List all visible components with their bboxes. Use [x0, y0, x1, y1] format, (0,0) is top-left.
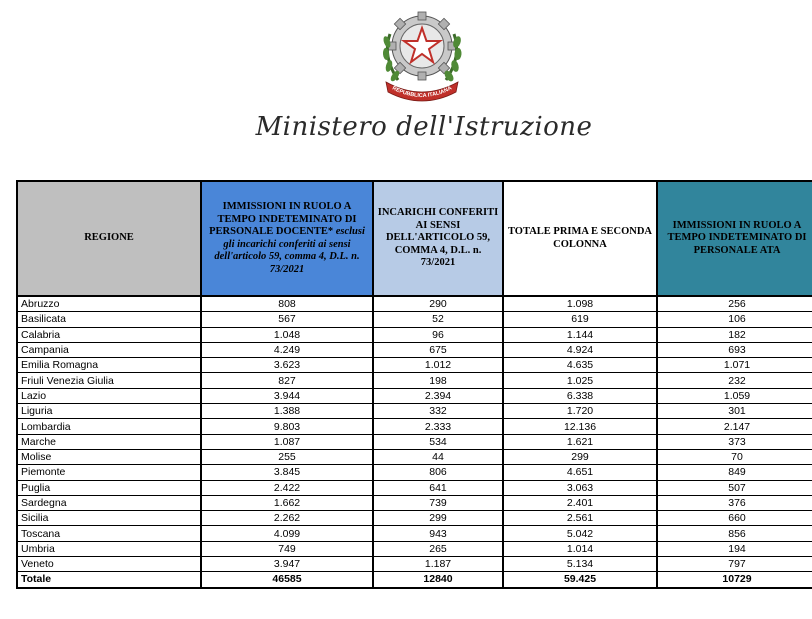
table-row	[17, 342, 812, 357]
table-row	[17, 404, 812, 419]
cell-docenti: 1.388	[201, 404, 373, 419]
emblem-italian-republic-icon	[376, 4, 468, 104]
table-row	[17, 480, 812, 495]
cell-ata: 194	[657, 541, 812, 556]
cell-incarichi: 265	[373, 541, 503, 556]
cell-regione: Liguria	[17, 404, 201, 419]
table-row	[17, 296, 812, 312]
cell-ata: 660	[657, 511, 812, 526]
cell-totale: 1.621	[503, 434, 657, 449]
cell-regione: Puglia	[17, 480, 201, 495]
cell-ata: 1.059	[657, 388, 812, 403]
cell-totale: 5.042	[503, 526, 657, 541]
cell-regione: Molise	[17, 449, 201, 464]
cell-incarichi: 198	[373, 373, 503, 388]
cell-ata: 301	[657, 404, 812, 419]
cell-regione: Basilicata	[17, 312, 201, 327]
cell-incarichi: 641	[373, 480, 503, 495]
cell-ata: 2.147	[657, 419, 812, 434]
cell-totale: 4.635	[503, 358, 657, 373]
cell-docenti: 3.845	[201, 465, 373, 480]
cell-ata: 849	[657, 465, 812, 480]
cell-regione: Campania	[17, 342, 201, 357]
cell-docenti: 4.249	[201, 342, 373, 357]
table-row	[17, 557, 812, 572]
cell-incarichi: 332	[373, 404, 503, 419]
header-totale: TOTALE PRIMA E SECONDA COLONNA	[503, 181, 657, 296]
cell-regione: Abruzzo	[17, 296, 201, 312]
cell-totale: 1.720	[503, 404, 657, 419]
cell-incarichi: 2.333	[373, 419, 503, 434]
table-row	[17, 449, 812, 464]
cell-docenti: 567	[201, 312, 373, 327]
cell-regione: Piemonte	[17, 465, 201, 480]
cell-incarichi: 299	[373, 511, 503, 526]
table-header-row	[17, 181, 812, 296]
cell-totale: 1.025	[503, 373, 657, 388]
cell-totale: 2.561	[503, 511, 657, 526]
cell-regione: Calabria	[17, 327, 201, 342]
cell-docenti: 255	[201, 449, 373, 464]
cell-ata: 256	[657, 296, 812, 312]
cell-incarichi: 806	[373, 465, 503, 480]
cell-regione: Lombardia	[17, 419, 201, 434]
cell-total-ata: 10729	[657, 572, 812, 588]
cell-docenti: 749	[201, 541, 373, 556]
ministry-title: Ministero dell'Istruzione	[255, 112, 593, 142]
cell-total-totale: 59.425	[503, 572, 657, 588]
cell-totale: 4.651	[503, 465, 657, 480]
cell-ata: 856	[657, 526, 812, 541]
cell-docenti: 808	[201, 296, 373, 312]
table-row	[17, 373, 812, 388]
table-row	[17, 327, 812, 342]
cell-docenti: 827	[201, 373, 373, 388]
cell-totale: 6.338	[503, 388, 657, 403]
cell-ata: 376	[657, 495, 812, 510]
cell-regione: Marche	[17, 434, 201, 449]
cell-regione: Emilia Romagna	[17, 358, 201, 373]
cell-incarichi: 1.012	[373, 358, 503, 373]
table-row	[17, 434, 812, 449]
table-row	[17, 541, 812, 556]
table-total-row	[17, 572, 812, 588]
cell-incarichi: 96	[373, 327, 503, 342]
table-row	[17, 358, 812, 373]
cell-ata: 106	[657, 312, 812, 327]
cell-totale: 299	[503, 449, 657, 464]
cell-totale: 5.134	[503, 557, 657, 572]
cell-docenti: 1.662	[201, 495, 373, 510]
cell-regione: Veneto	[17, 557, 201, 572]
cell-ata: 1.071	[657, 358, 812, 373]
header-docenti-note: esclusi gli incarichi conferiti ai sensi dell'articolo 59, comma 4, D.L. n. 73/2021	[214, 226, 365, 275]
cell-ata: 232	[657, 373, 812, 388]
cell-ata: 182	[657, 327, 812, 342]
header-docenti	[201, 181, 373, 296]
hiring-table	[16, 180, 812, 589]
cell-totale: 619	[503, 312, 657, 327]
cell-ata: 373	[657, 434, 812, 449]
cell-incarichi: 675	[373, 342, 503, 357]
cell-incarichi: 52	[373, 312, 503, 327]
cell-incarichi: 943	[373, 526, 503, 541]
cell-regione: Toscana	[17, 526, 201, 541]
table-row	[17, 419, 812, 434]
cell-totale: 12.136	[503, 419, 657, 434]
cell-docenti: 2.422	[201, 480, 373, 495]
table-row	[17, 511, 812, 526]
cell-docenti: 9.803	[201, 419, 373, 434]
svg-text:REPUBBLICA ITALIANA: REPUBBLICA ITALIANA	[391, 85, 453, 100]
cell-docenti: 3.623	[201, 358, 373, 373]
cell-regione: Sicilia	[17, 511, 201, 526]
cell-totale: 2.401	[503, 495, 657, 510]
cell-docenti: 3.947	[201, 557, 373, 572]
cell-ata: 693	[657, 342, 812, 357]
cell-incarichi: 290	[373, 296, 503, 312]
cell-incarichi: 534	[373, 434, 503, 449]
cell-regione: Umbria	[17, 541, 201, 556]
cell-docenti: 1.048	[201, 327, 373, 342]
table-row	[17, 312, 812, 327]
table-row	[17, 465, 812, 480]
cell-ata: 507	[657, 480, 812, 495]
cell-total-incarichi: 12840	[373, 572, 503, 588]
cell-totale: 1.014	[503, 541, 657, 556]
cell-docenti: 1.087	[201, 434, 373, 449]
cell-totale: 1.144	[503, 327, 657, 342]
cell-ata: 797	[657, 557, 812, 572]
cell-incarichi: 739	[373, 495, 503, 510]
cell-incarichi: 44	[373, 449, 503, 464]
cell-docenti: 2.262	[201, 511, 373, 526]
cell-regione: Friuli Venezia Giulia	[17, 373, 201, 388]
cell-total-label: Totale	[17, 572, 201, 588]
cell-totale: 1.098	[503, 296, 657, 312]
cell-incarichi: 2.394	[373, 388, 503, 403]
table-row	[17, 526, 812, 541]
cell-regione: Lazio	[17, 388, 201, 403]
header-incarichi: INCARICHI CONFERITI AI SENSI DELL'ARTICOLO 59, COMMA 4, D.L. n. 73/2021	[373, 181, 503, 296]
header-regione: REGIONE	[17, 181, 201, 296]
cell-ata: 70	[657, 449, 812, 464]
cell-totale: 4.924	[503, 342, 657, 357]
header-docenti-main: IMMISSIONI IN RUOLO A TEMPO INDETEMINATO DI PERSONALE DOCENTE*	[209, 201, 357, 237]
cell-incarichi: 1.187	[373, 557, 503, 572]
header-ata: IMMISSIONI IN RUOLO A TEMPO INDETEMINATO DI PERSONALE ATA	[657, 181, 812, 296]
cell-totale: 3.063	[503, 480, 657, 495]
cell-docenti: 3.944	[201, 388, 373, 403]
cell-docenti: 4.099	[201, 526, 373, 541]
table-row	[17, 388, 812, 403]
cell-total-docenti: 46585	[201, 572, 373, 588]
table-row	[17, 495, 812, 510]
cell-regione: Sardegna	[17, 495, 201, 510]
